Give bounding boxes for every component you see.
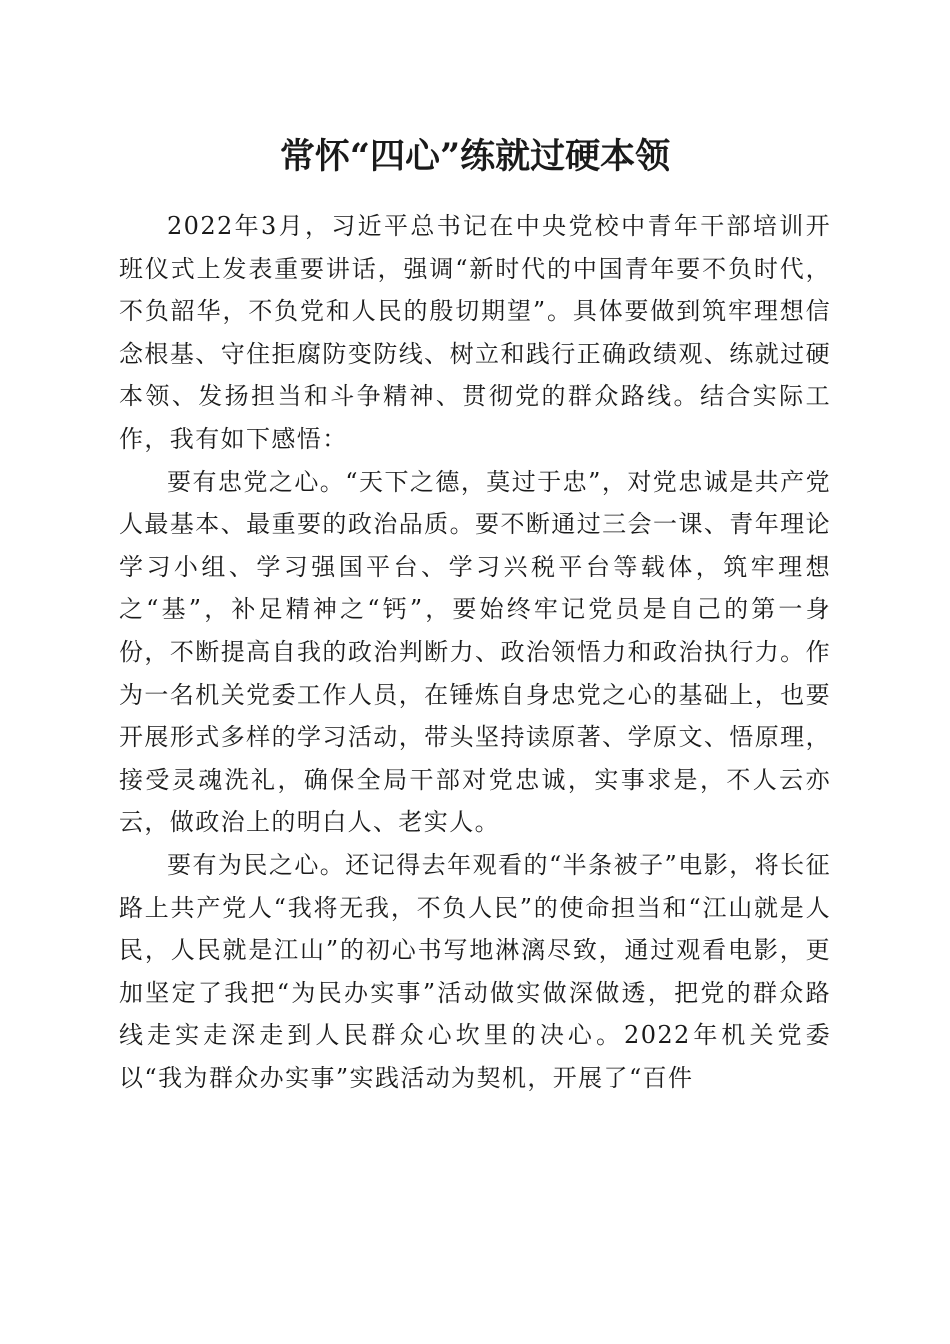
- document-title: 常怀“四心”练就过硬本领: [279, 136, 671, 177]
- document-body: [119, 205, 831, 1099]
- paragraph-people: 要有为民之心。还记得去年观看的“半条被子”电影，将长征路上共产党人“我将无我，不负人民”的使命担当和“江山就是人民，人民就是江山”的初心书写地淋漓尽致，通过观看电影，更加坚定了我把“为民办实事”活动做实做深做透，把党的群众路线走实走深走到人民群众心坎里的决心。2022年机关党委以“我为群众办实事”实践活动为契机，开展了“百件: [119, 850, 831, 1092]
- paragraph-intro: 2022年3月，习近平总书记在中央党校中青年干部培训开班仪式上发表重要讲话，强调“新时代的中国青年要不负时代，不负韶华，不负党和人民的殷切期望”。具体要做到筑牢理想信念根基、守住拒腐防变防线、树立和践行正确政绩观、练就过硬本领、发扬担当和斗争精神、贯彻党的群众路线。结合实际工作，我有如下感悟：: [119, 212, 831, 453]
- paragraph-loyalty: 要有忠党之心。“天下之德，莫过于忠”，对党忠诚是共产党人最基本、最重要的政治品质。要不断通过三会一课、青年理论学习小组、学习强国平台、学习兴税平台等载体，筑牢理想之“基”，补足精神之“钙”，要始终牢记党员是自己的第一身份，不断提高自我的政治判断力、政治领悟力和政治执行力。作为一名机关党委工作人员，在锤炼自身忠党之心的基础上，也要开展形式多样的学习活动，带头坚持读原著、学原文、悟原理，接受灵魂洗礼，确保全局干部对党忠诚，实事求是，不人云亦云，做政治上的明白人、老实人。: [119, 467, 831, 837]
